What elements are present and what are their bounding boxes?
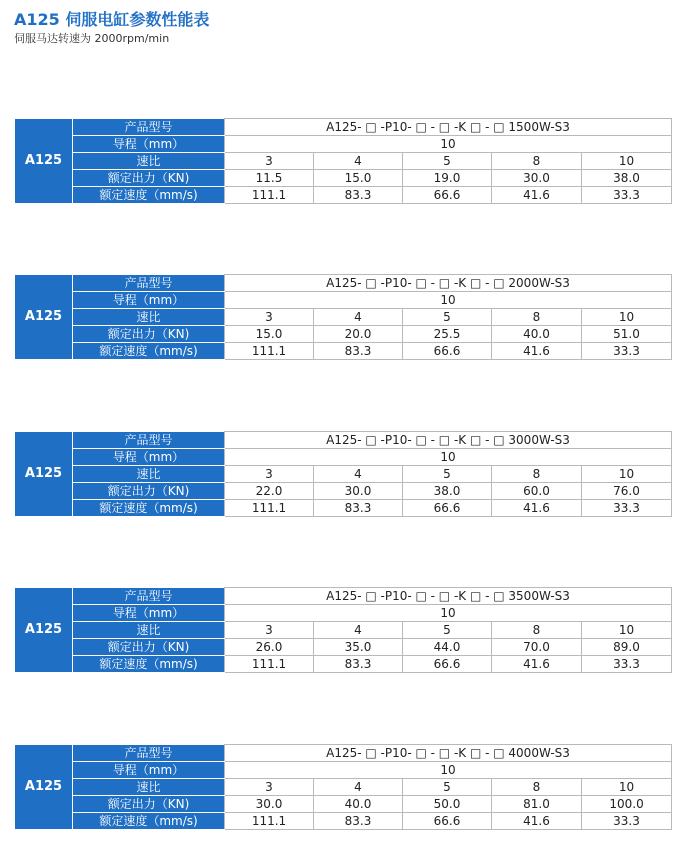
speed-cell: 83.3 (314, 500, 403, 517)
force-cell: 50.0 (403, 796, 492, 813)
row-model (15, 275, 672, 292)
ratio-cell: 5 (403, 309, 492, 326)
label-ratio: 速比 (73, 779, 225, 796)
speed-cell: 41.6 (492, 500, 582, 517)
force-cell: 19.0 (403, 170, 492, 187)
label-force: 额定出力（KN) (73, 639, 225, 656)
label-model-type: 产品型号 (73, 432, 225, 449)
model-code: A125- □ -P10- □ - □ -K □ - □ 2000W-S3 (225, 275, 672, 292)
label-lead: 导程（mm） (73, 762, 225, 779)
ratio-cell: 5 (403, 153, 492, 170)
force-cell: 30.0 (225, 796, 314, 813)
force-cell: 40.0 (314, 796, 403, 813)
ratio-cell: 8 (492, 466, 582, 483)
label-speed: 额定速度（mm/s) (73, 343, 225, 360)
force-cell: 81.0 (492, 796, 582, 813)
model-name-cell: A125 (15, 745, 73, 830)
speed-cell: 41.6 (492, 656, 582, 673)
label-ratio: 速比 (73, 153, 225, 170)
speed-cell: 33.3 (582, 343, 672, 360)
ratio-cell: 10 (582, 466, 672, 483)
label-model-type: 产品型号 (73, 745, 225, 762)
force-cell: 76.0 (582, 483, 672, 500)
speed-cell: 66.6 (403, 187, 492, 204)
ratio-cell: 3 (225, 779, 314, 796)
label-force: 额定出力（KN) (73, 483, 225, 500)
force-cell: 70.0 (492, 639, 582, 656)
speed-cell: 66.6 (403, 343, 492, 360)
force-cell: 15.0 (314, 170, 403, 187)
ratio-cell: 4 (314, 309, 403, 326)
ratio-cell: 3 (225, 309, 314, 326)
lead-value: 10 (225, 449, 672, 466)
speed-cell: 83.3 (314, 813, 403, 830)
ratio-cell: 8 (492, 153, 582, 170)
force-cell: 25.5 (403, 326, 492, 343)
spec-table-3500w (14, 587, 672, 673)
label-model-type: 产品型号 (73, 119, 225, 136)
ratio-cell: 10 (582, 779, 672, 796)
ratio-cell: 3 (225, 622, 314, 639)
ratio-cell: 5 (403, 622, 492, 639)
row-force (15, 796, 672, 813)
force-cell: 20.0 (314, 326, 403, 343)
row-ratio (15, 153, 672, 170)
ratio-cell: 8 (492, 779, 582, 796)
label-force: 额定出力（KN) (73, 796, 225, 813)
row-model (15, 432, 672, 449)
label-ratio: 速比 (73, 309, 225, 326)
speed-cell: 111.1 (225, 187, 314, 204)
row-lead (15, 449, 672, 466)
spec-table-3000w (14, 431, 672, 517)
ratio-cell: 4 (314, 466, 403, 483)
ratio-cell: 5 (403, 466, 492, 483)
force-cell: 89.0 (582, 639, 672, 656)
row-speed (15, 813, 672, 830)
row-model (15, 588, 672, 605)
label-ratio: 速比 (73, 466, 225, 483)
speed-cell: 83.3 (314, 187, 403, 204)
label-lead: 导程（mm） (73, 449, 225, 466)
model-code: A125- □ -P10- □ - □ -K □ - □ 4000W-S3 (225, 745, 672, 762)
force-cell: 30.0 (314, 483, 403, 500)
label-speed: 额定速度（mm/s) (73, 656, 225, 673)
force-cell: 51.0 (582, 326, 672, 343)
speed-cell: 66.6 (403, 813, 492, 830)
speed-cell: 111.1 (225, 343, 314, 360)
speed-cell: 41.6 (492, 343, 582, 360)
force-cell: 44.0 (403, 639, 492, 656)
speed-cell: 83.3 (314, 656, 403, 673)
row-model (15, 119, 672, 136)
row-lead (15, 292, 672, 309)
speed-cell: 83.3 (314, 343, 403, 360)
ratio-cell: 3 (225, 153, 314, 170)
spec-table-2000w (14, 274, 672, 360)
row-speed (15, 500, 672, 517)
ratio-cell: 4 (314, 622, 403, 639)
model-code: A125- □ -P10- □ - □ -K □ - □ 3500W-S3 (225, 588, 672, 605)
label-speed: 额定速度（mm/s) (73, 500, 225, 517)
model-name-cell: A125 (15, 119, 73, 204)
row-ratio (15, 779, 672, 796)
force-cell: 30.0 (492, 170, 582, 187)
ratio-cell: 4 (314, 779, 403, 796)
ratio-cell: 10 (582, 622, 672, 639)
row-force (15, 483, 672, 500)
spec-table-4000w (14, 744, 672, 830)
model-name-cell: A125 (15, 588, 73, 673)
force-cell: 100.0 (582, 796, 672, 813)
label-lead: 导程（mm） (73, 605, 225, 622)
speed-cell: 111.1 (225, 500, 314, 517)
ratio-cell: 4 (314, 153, 403, 170)
force-cell: 38.0 (403, 483, 492, 500)
row-speed (15, 187, 672, 204)
lead-value: 10 (225, 762, 672, 779)
ratio-cell: 8 (492, 622, 582, 639)
lead-value: 10 (225, 605, 672, 622)
speed-cell: 41.6 (492, 813, 582, 830)
label-ratio: 速比 (73, 622, 225, 639)
lead-value: 10 (225, 292, 672, 309)
model-code: A125- □ -P10- □ - □ -K □ - □ 3000W-S3 (225, 432, 672, 449)
label-lead: 导程（mm） (73, 292, 225, 309)
ratio-cell: 10 (582, 309, 672, 326)
row-ratio (15, 309, 672, 326)
page-subtitle: 伺服马达转速为 2000rpm/min (14, 32, 170, 45)
force-cell: 38.0 (582, 170, 672, 187)
ratio-cell: 10 (582, 153, 672, 170)
speed-cell: 33.3 (582, 813, 672, 830)
row-model (15, 745, 672, 762)
speed-cell: 41.6 (492, 187, 582, 204)
speed-cell: 33.3 (582, 500, 672, 517)
speed-cell: 111.1 (225, 813, 314, 830)
row-lead (15, 605, 672, 622)
model-name-cell: A125 (15, 275, 73, 360)
row-speed (15, 343, 672, 360)
force-cell: 22.0 (225, 483, 314, 500)
label-speed: 额定速度（mm/s) (73, 813, 225, 830)
page-title: A125 伺服电缸参数性能表 (14, 10, 210, 29)
ratio-cell: 5 (403, 779, 492, 796)
ratio-cell: 8 (492, 309, 582, 326)
speed-cell: 33.3 (582, 187, 672, 204)
row-force (15, 326, 672, 343)
force-cell: 40.0 (492, 326, 582, 343)
label-force: 额定出力（KN) (73, 326, 225, 343)
spec-table-1500w (14, 118, 672, 204)
label-model-type: 产品型号 (73, 588, 225, 605)
model-code: A125- □ -P10- □ - □ -K □ - □ 1500W-S3 (225, 119, 672, 136)
label-lead: 导程（mm） (73, 136, 225, 153)
row-lead (15, 762, 672, 779)
label-speed: 额定速度（mm/s) (73, 187, 225, 204)
speed-cell: 33.3 (582, 656, 672, 673)
row-speed (15, 656, 672, 673)
row-ratio (15, 622, 672, 639)
model-name-cell: A125 (15, 432, 73, 517)
speed-cell: 66.6 (403, 656, 492, 673)
force-cell: 15.0 (225, 326, 314, 343)
force-cell: 11.5 (225, 170, 314, 187)
force-cell: 35.0 (314, 639, 403, 656)
row-ratio (15, 466, 672, 483)
speed-cell: 111.1 (225, 656, 314, 673)
row-force (15, 170, 672, 187)
ratio-cell: 3 (225, 466, 314, 483)
speed-cell: 66.6 (403, 500, 492, 517)
row-force (15, 639, 672, 656)
label-model-type: 产品型号 (73, 275, 225, 292)
label-force: 额定出力（KN) (73, 170, 225, 187)
force-cell: 26.0 (225, 639, 314, 656)
row-lead (15, 136, 672, 153)
force-cell: 60.0 (492, 483, 582, 500)
lead-value: 10 (225, 136, 672, 153)
